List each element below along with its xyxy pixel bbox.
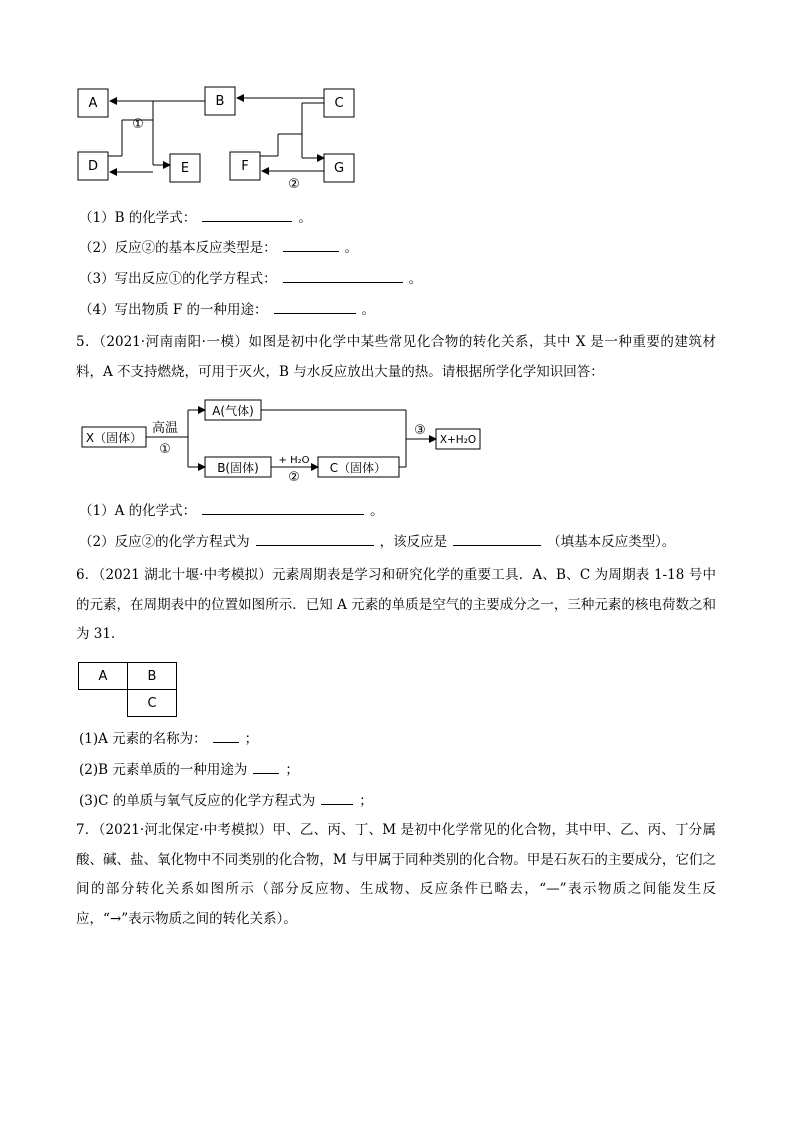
q5-item-2 <box>79 531 675 551</box>
q4-item-2 <box>79 237 358 257</box>
reaction-marker-3: ③ <box>414 423 426 438</box>
q5-item-1-end: 。 <box>370 503 384 519</box>
answer-blank[interactable] <box>213 728 239 743</box>
periodic-table-fragment <box>78 662 177 717</box>
q6-item-2-end: ； <box>285 762 299 778</box>
label-C-solid: C（固体） <box>329 461 387 475</box>
q6-item-1-end: ； <box>244 731 259 747</box>
q5-item-1-text: （1）A 的化学式： <box>79 503 197 519</box>
q6-item-3-text: (3)C 的单质与氧气反应的化学方程式为 <box>79 793 316 809</box>
q6-item-3 <box>79 790 373 810</box>
label-E: E <box>180 161 190 176</box>
label-X: X（固体） <box>85 431 143 445</box>
q4-item-4-text: （4）写出物质 F 的一种用途： <box>79 302 268 318</box>
reaction-marker-1: ① <box>159 442 171 457</box>
reaction-diagram-2 <box>78 392 488 487</box>
condition-water: + H₂O <box>278 455 310 466</box>
q4-item-3 <box>79 268 422 288</box>
label-F: F <box>241 159 249 174</box>
reaction-marker-1: ① <box>132 117 144 132</box>
answer-blank[interactable] <box>453 531 541 546</box>
answer-blank[interactable] <box>274 299 356 314</box>
q6-item-1 <box>79 728 258 748</box>
q5-stem: 5．（2021·河南南阳·一模）如图是初中化学中某些常见化合物的转化关系，其中 X 是一种重要的建筑材料，A 不支持燃烧，可用于灭火，B 与水反应放出大量的热。请根据所学化学知识回答： <box>76 334 716 380</box>
q4-item-1-text: （1）B 的化学式： <box>79 210 197 226</box>
q5-item-2-text: （2）反应②的化学方程式为 <box>79 534 250 550</box>
answer-blank[interactable] <box>256 531 374 546</box>
cell-A: A <box>79 663 128 690</box>
q4-item-3-end: 。 <box>408 271 423 287</box>
reaction-diagram-1 <box>70 82 370 192</box>
reaction-marker-2: ② <box>288 177 300 192</box>
q4-item-1 <box>79 207 312 227</box>
answer-blank[interactable] <box>283 237 339 252</box>
q7-stem: 7．（2021·河北保定·中考模拟）甲、乙、丙、丁、M 是初中化学常见的化合物，其中甲、乙、丙、丁分属酸、碱、盐、氧化物中不同类别的化合物，M 与甲属于同种类别的化合物。甲是石灰石的主要成分，它们之间的部分转化关系如图所示（部分反应物、生成物、反应条件已略去，“—”表示物质之间能发生反应，“→”表示物质之间的转化关系）。 <box>76 822 716 927</box>
cell-B: B <box>128 663 177 690</box>
answer-blank[interactable] <box>202 207 292 222</box>
condition-high-temp: 高温 <box>151 421 179 436</box>
q6-item-2 <box>79 759 299 779</box>
label-C: C <box>334 96 344 111</box>
q6-item-3-end: ； <box>359 793 373 809</box>
q4-item-2-end: 。 <box>344 240 359 256</box>
label-A: A <box>88 96 98 111</box>
cell-empty <box>79 690 128 717</box>
label-product: X+H₂O <box>439 434 477 446</box>
label-A-gas: A(气体) <box>212 404 254 418</box>
answer-blank[interactable] <box>202 500 364 515</box>
q6-stem: 6．（2021 湖北十堰·中考模拟）元素周期表是学习和研究化学的重要工具．A、B、C 为周期表 1-18 号中的元素，在周期表中的位置如图所示．已知 A 元素的单质是空气的主要成分之一，三种元素的核电荷数之和为 31． <box>76 567 716 642</box>
label-B-solid: B(固体) <box>217 461 259 475</box>
answer-blank[interactable] <box>283 268 403 283</box>
q5-item-2-end: （填基本反应类型）。 <box>547 534 676 550</box>
q4-item-2-text: （2）反应②的基本反应类型是： <box>79 240 277 256</box>
label-B: B <box>215 94 225 109</box>
q4-item-4-end: 。 <box>361 302 376 318</box>
q4-item-3-text: （3）写出反应①的化学方程式： <box>79 271 277 287</box>
q6-item-1-text: (1)A 元素的名称为： <box>79 731 207 747</box>
q4-item-4 <box>79 299 375 319</box>
q5-item-1 <box>79 500 384 520</box>
answer-blank[interactable] <box>253 759 279 774</box>
q4-item-1-end: 。 <box>298 210 312 226</box>
label-D: D <box>87 159 99 174</box>
cell-C: C <box>128 690 177 717</box>
reaction-marker-2: ② <box>288 470 300 485</box>
q6-item-2-text: (2)B 元素单质的一种用途为 <box>79 762 248 778</box>
label-G: G <box>333 161 345 176</box>
q5-item-2-mid: ，该反应是 <box>379 534 448 550</box>
answer-blank[interactable] <box>321 790 353 805</box>
